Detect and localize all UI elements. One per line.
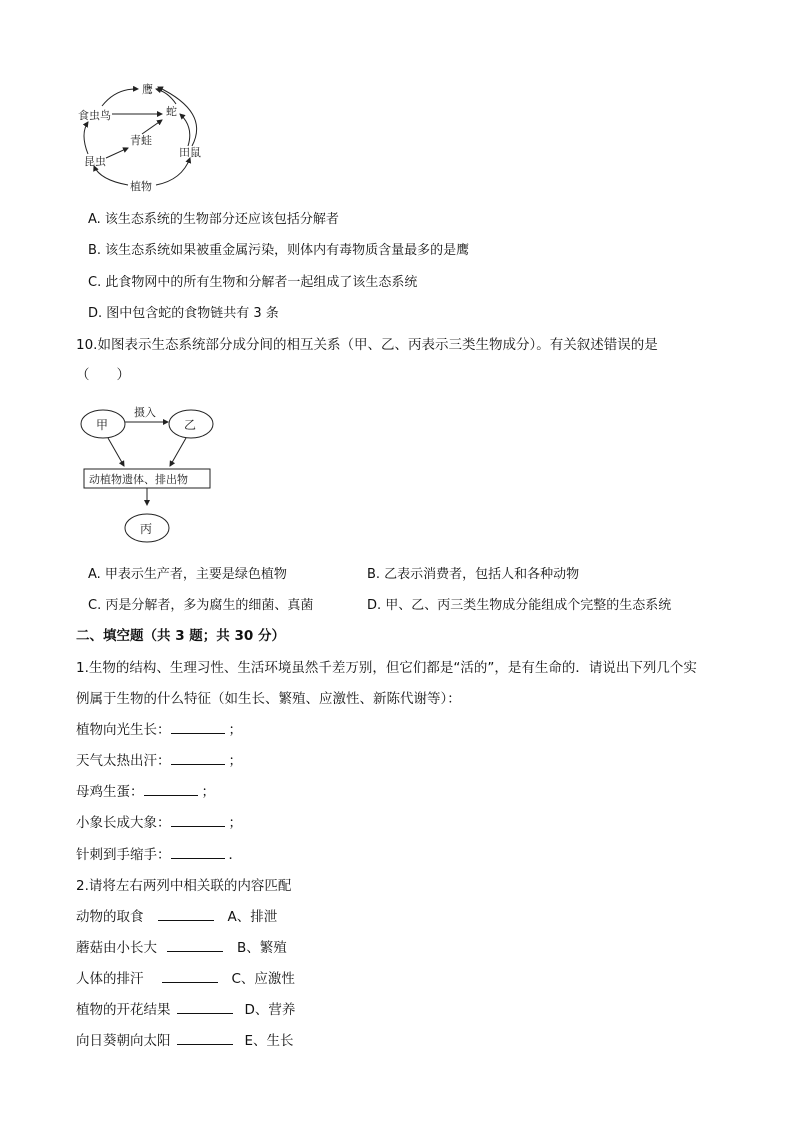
fill1-stem-line1: 1.生物的结构、生理习性、生活环境虽然千差万别，但它们都是“活的”，是有生命的．请说出下列几个实 [76, 660, 697, 676]
q9-option-a: A. 该生态系统的生物部分还应该包括分解者 [88, 212, 339, 227]
q10-option-b: B. 乙表示消费者，包括人和各种动物 [367, 567, 580, 582]
arrow-tianshu-she [180, 114, 190, 146]
fill2-row [76, 967, 295, 987]
arrow-shichongniao-ying [102, 89, 138, 106]
answer-blank[interactable] [171, 721, 225, 734]
fill2-left: 人体的排汗 [76, 971, 144, 987]
node-kunchong: 昆虫 [84, 155, 106, 168]
label-bing: 丙 [140, 522, 153, 536]
fill1-item [76, 718, 242, 738]
q10-option-c: C. 丙是分解者，多为腐生的细菌、真菌 [88, 598, 314, 613]
fill2-row [76, 936, 287, 956]
label-box: 动植物遗体、排出物 [89, 473, 188, 486]
fill2-left: 动物的取食 [76, 909, 144, 925]
q9-option-d: D. 图中包含蛇的食物链共有 3 条 [88, 306, 279, 321]
q10-option-d: D. 甲、乙、丙三类生物成分能组成个完整的生态系统 [367, 598, 672, 613]
section2-title: 二、填空题（共 3 题；共 30 分） [76, 628, 285, 644]
label-jia: 甲 [96, 418, 109, 432]
fill1-label: 天气太热出汗： [76, 753, 171, 769]
fill2-row [76, 998, 295, 1018]
q10-paren: （ ） [76, 367, 130, 383]
fill2-right: C、应激性 [231, 971, 295, 987]
fill1-item [76, 749, 242, 769]
fill1-item [76, 843, 242, 863]
fill1-item [76, 780, 215, 800]
label-yi: 乙 [184, 418, 197, 432]
fill1-label: 母鸡生蛋： [76, 784, 144, 800]
arrow-zhiwu-kunchong [94, 166, 128, 185]
arrow-tianshu-ying [158, 87, 197, 146]
label-sheru: 摄入 [134, 406, 156, 419]
q9-option-c: C. 此食物网中的所有生物和分解者一起组成了该生态系统 [88, 275, 418, 290]
node-zhiwu: 植物 [130, 180, 152, 193]
match-blank[interactable] [177, 1032, 233, 1045]
fill1-end: ； [228, 722, 242, 738]
match-blank[interactable] [162, 970, 218, 983]
arrow-qingwa-she [142, 120, 162, 134]
q9-option-b: B. 该生态系统如果被重金属污染，则体内有毒物质含量最多的是鹰 [88, 243, 470, 258]
answer-blank[interactable] [171, 814, 225, 827]
fill2-right: A、排泄 [227, 909, 278, 925]
fill1-end: ； [201, 784, 215, 800]
arrow-kunchong-shichongniao [84, 122, 88, 154]
ecosystem-diagram [78, 398, 218, 546]
arrow-yi-box [170, 438, 186, 466]
answer-blank[interactable] [171, 846, 225, 859]
arrow-jia-box [108, 438, 124, 466]
fill2-left: 植物的开花结果 [76, 1002, 171, 1018]
fill2-right: E、生长 [244, 1033, 294, 1049]
fill1-end: ； [228, 815, 242, 831]
fill2-row [76, 905, 277, 925]
fill1-label: 植物向光生长： [76, 722, 171, 738]
fill1-item [76, 811, 242, 831]
match-blank[interactable] [177, 1001, 233, 1014]
fill1-end: ． [228, 847, 242, 863]
fill2-stem: 2.请将左右两列中相关联的内容匹配 [76, 878, 292, 894]
node-she: 蛇 [166, 105, 177, 118]
node-shichongniao: 食虫鸟 [78, 109, 111, 122]
node-tianshu: 田鼠 [179, 146, 201, 159]
match-blank[interactable] [158, 908, 214, 921]
fill2-row [76, 1029, 294, 1049]
fill1-stem-line2: 例属于生物的什么特征（如生长、繁殖、应激性、新陈代谢等）： [76, 691, 461, 707]
node-qingwa: 青蛙 [130, 134, 152, 147]
fill1-label: 小象长成大象： [76, 815, 171, 831]
arrow-kunchong-qingwa [106, 148, 128, 158]
arrow-zhiwu-tianshu [156, 158, 190, 185]
fill2-right: B、繁殖 [237, 940, 287, 956]
fill1-label: 针刺到手缩手： [76, 847, 171, 863]
answer-blank[interactable] [144, 783, 198, 796]
food-web-diagram [76, 82, 216, 200]
node-ying: 鹰 [142, 83, 153, 96]
fill2-left: 向日葵朝向太阳 [76, 1033, 171, 1049]
fill2-left: 蘑菇由小长大 [76, 940, 157, 956]
answer-blank[interactable] [171, 752, 225, 765]
fill1-end: ； [228, 753, 242, 769]
q10-stem: 10.如图表示生态系统部分成分间的相互关系（甲、乙、丙表示三类生物成分）。有关叙述错误的是 [76, 337, 658, 353]
q10-option-a: A. 甲表示生产者，主要是绿色植物 [88, 567, 287, 582]
fill2-right: D、营养 [244, 1002, 296, 1018]
match-blank[interactable] [167, 939, 223, 952]
